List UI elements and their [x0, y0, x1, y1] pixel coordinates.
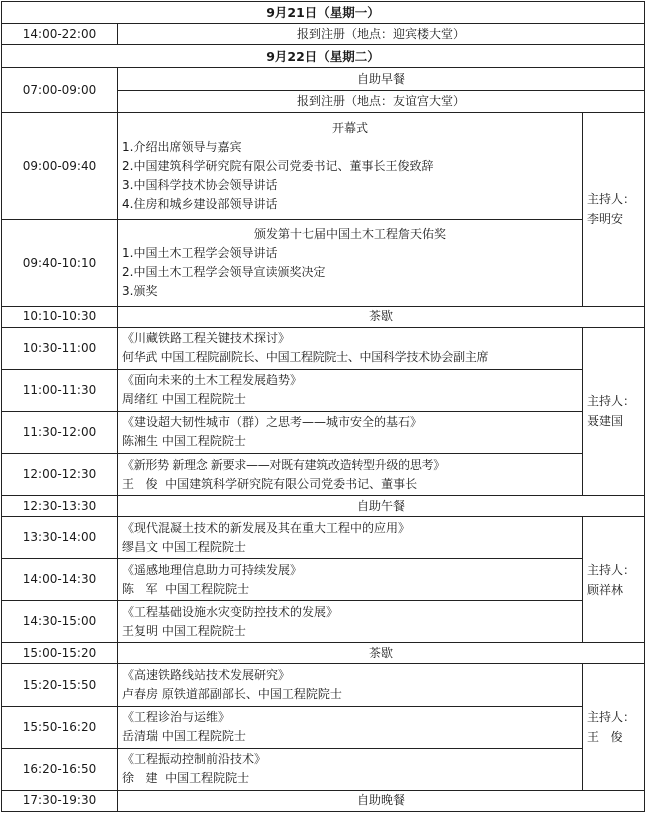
table-row: [2, 790, 645, 811]
tea-break-cell: 茶歇: [118, 306, 645, 327]
time-cell: 12:00-12:30: [2, 454, 118, 496]
agenda-item: 1.中国土木工程学会领导讲话: [122, 246, 278, 261]
host-name: 顾祥林: [587, 582, 624, 597]
host-label: 主持人：: [587, 394, 636, 409]
host-cell: [583, 664, 645, 790]
talk-speaker: 岳清瑞 中国工程院院士: [122, 729, 246, 744]
time-cell: 15:20-15:50: [2, 664, 118, 706]
day-header-row: [2, 45, 645, 68]
agenda-item: 3.颁奖: [122, 284, 158, 299]
talk-cell: [118, 559, 583, 601]
table-row: [2, 601, 645, 643]
table-row: [2, 411, 645, 453]
talk-speaker: 王复明 中国工程院院士: [122, 623, 246, 638]
time-cell: 09:00-09:40: [2, 113, 118, 220]
day-header: 9月21日（星期一）: [2, 2, 645, 24]
table-row: [2, 24, 645, 45]
time-cell: 09:40-10:10: [2, 220, 118, 306]
host-cell: [583, 327, 645, 495]
agenda-item: 4.住房和城乡建设部领导讲话: [122, 196, 278, 211]
talk-title: 《现代混凝土技术的新发展及其在重大工程中的应用》: [122, 520, 411, 535]
award-ceremony-cell: [118, 220, 583, 306]
host-cell: [583, 517, 645, 643]
talk-title: 《面向未来的土木工程发展趋势》: [122, 373, 303, 388]
host-cell: [583, 113, 645, 306]
day-header: 9月22日（星期二）: [2, 45, 645, 68]
lunch-cell: 自助午餐: [118, 496, 645, 517]
table-row: [2, 643, 645, 664]
table-row: [2, 748, 645, 790]
tea-break-cell: 茶歇: [118, 643, 645, 664]
time-cell: 15:00-15:20: [2, 643, 118, 664]
table-row: [2, 113, 645, 220]
time-cell: 14:00-22:00: [2, 24, 118, 45]
talk-cell: [118, 411, 583, 453]
talk-cell: [118, 748, 583, 790]
talk-speaker: 陈 军 中国工程院院士: [122, 581, 250, 596]
session-title: 开幕式: [331, 120, 368, 135]
day-header-row: [2, 2, 645, 24]
time-cell: 17:30-19:30: [2, 790, 118, 811]
talk-title: 《工程诊治与运维》: [122, 710, 231, 725]
talk-speaker: 何华武 中国工程院副院长、中国工程院院士、中国科学技术协会副主席: [122, 350, 489, 365]
time-cell: 15:50-16:20: [2, 706, 118, 748]
talk-title: 《川藏铁路工程关键技术探讨》: [122, 331, 291, 346]
table-row: [2, 706, 645, 748]
talk-cell: [118, 327, 583, 369]
table-row: [2, 454, 645, 496]
time-cell: 14:00-14:30: [2, 559, 118, 601]
opening-ceremony-cell: [118, 113, 583, 220]
host-label: 主持人：: [587, 192, 636, 207]
time-cell: 10:30-11:00: [2, 327, 118, 369]
agenda-item: 1.介绍出席领导与嘉宾: [122, 139, 242, 154]
talk-title: 《高速铁路线站技术发展研究》: [122, 668, 291, 683]
breakfast-cell: 自助早餐: [118, 68, 645, 91]
talk-speaker: 徐 建 中国工程院院士: [122, 771, 250, 786]
host-name: 李明安: [587, 212, 624, 227]
host-label: 主持人：: [587, 562, 636, 577]
talk-cell: [118, 664, 583, 706]
time-cell: 11:00-11:30: [2, 369, 118, 411]
talk-title: 《新形势 新理念 新要求——对既有建筑改造转型升级的思考》: [122, 457, 445, 472]
table-row: [2, 68, 645, 91]
talk-cell: [118, 369, 583, 411]
talk-title: 《建设超大韧性城市（群）之思考——城市安全的基石》: [122, 415, 423, 430]
time-cell: 14:30-15:00: [2, 601, 118, 643]
table-row: [2, 664, 645, 706]
registration-cell: 报到注册（地点：友谊宫大堂）: [118, 91, 645, 113]
host-label: 主持人：: [587, 710, 636, 725]
talk-title: 《工程振动控制前沿技术》: [122, 752, 267, 767]
agenda-item: 2.中国建筑科学研究院有限公司党委书记、董事长王俊致辞: [122, 158, 434, 173]
talk-speaker: 卢春房 原铁道部副部长、中国工程院院士: [122, 687, 342, 702]
time-cell: 13:30-14:00: [2, 517, 118, 559]
agenda-item: 3.中国科学技术协会领导讲话: [122, 177, 278, 192]
time-cell: 16:20-16:50: [2, 748, 118, 790]
time-cell: 11:30-12:00: [2, 411, 118, 453]
table-row: [2, 306, 645, 327]
talk-speaker: 陈湘生 中国工程院院士: [122, 434, 246, 449]
talk-cell: [118, 706, 583, 748]
table-row: [2, 496, 645, 517]
table-row: [2, 559, 645, 601]
talk-cell: [118, 454, 583, 496]
registration-cell: 报到注册（地点：迎宾楼大堂）: [118, 24, 645, 45]
time-cell: 07:00-09:00: [2, 68, 118, 113]
talk-title: 《工程基础设施水灾变防控技术的发展》: [122, 604, 339, 619]
agenda-item: 2.中国土木工程学会领导宣读颁奖决定: [122, 265, 326, 280]
talk-cell: [118, 601, 583, 643]
talk-speaker: 王 俊 中国建筑科学研究院有限公司党委书记、董事长: [122, 476, 418, 491]
talk-speaker: 缪昌文 中国工程院院士: [122, 539, 246, 554]
time-cell: 12:30-13:30: [2, 496, 118, 517]
table-row: [2, 369, 645, 411]
talk-speaker: 周绪红 中国工程院院士: [122, 392, 246, 407]
talk-title: 《遥感地理信息助力可持续发展》: [122, 562, 303, 577]
session-title: 颁发第十七届中国土木工程詹天佑奖: [253, 227, 446, 242]
dinner-cell: 自助晚餐: [118, 790, 645, 811]
table-row: [2, 220, 645, 306]
time-cell: 10:10-10:30: [2, 306, 118, 327]
table-row: [2, 327, 645, 369]
talk-cell: [118, 517, 583, 559]
schedule-table: [1, 1, 645, 812]
host-name: 王 俊: [587, 730, 623, 745]
table-row: [2, 517, 645, 559]
host-name: 聂建国: [587, 414, 624, 429]
